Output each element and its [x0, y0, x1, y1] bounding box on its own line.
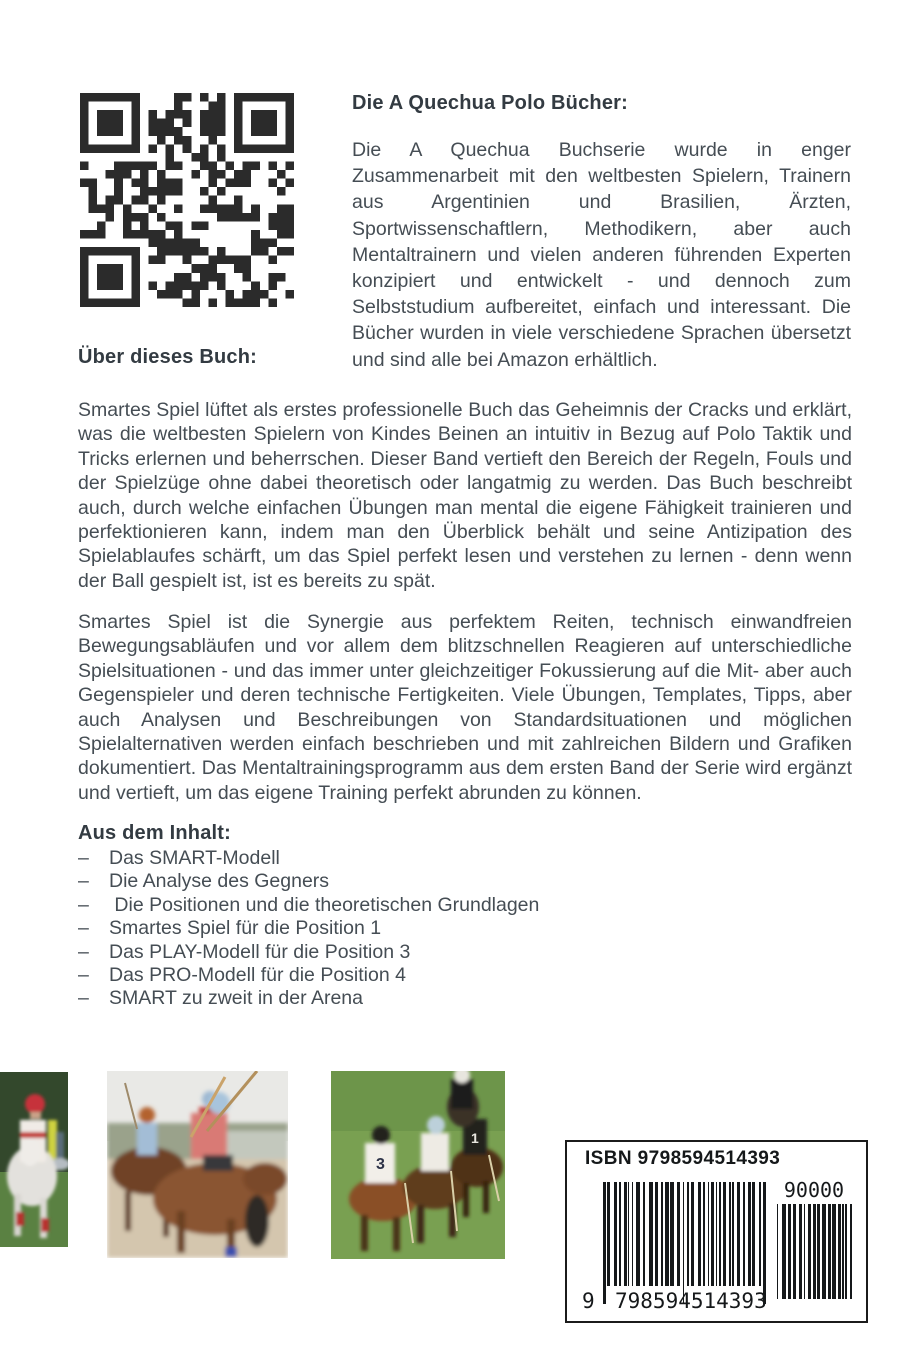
dash-marker: – [78, 870, 89, 893]
list-item [78, 964, 728, 987]
dash-marker: – [78, 987, 89, 1010]
dash-marker: – [78, 917, 89, 940]
series-paragraph: Die A Quechua Buchserie wurde in enger Zusammenarbeit mit den weltbesten Spielern, Trainern aus Argentinien und Brasilien, Ärzten, Sportwissenschaftlern, Methodikern, aber auch Mentaltrainern und vielen anderen führenden Experten konzipiert und entwickelt - und dennoch zum Selbststudium aufbereitet, einfach und interessant. Die Bücher wurden in viele verschiedene Sprachen übersetzt und sind alle bei Amazon erhältlich. [352, 139, 851, 371]
polo-photo-grass-four-riders [331, 1071, 505, 1259]
list-item [78, 917, 728, 940]
list-item-label: Die Analyse des Gegners [109, 870, 330, 893]
dash-marker: – [78, 893, 89, 916]
list-item-label: Das PLAY-Modell für die Position 3 [109, 940, 411, 963]
list-item [78, 941, 728, 964]
list-item-label: Das SMART-Modell [109, 847, 280, 869]
isbn-barcode-box [565, 1140, 868, 1323]
list-item [78, 987, 728, 1010]
polo-photo-grass-white-horse [0, 1072, 68, 1247]
list-item-label: Das PRO-Modell für die Position 4 [109, 964, 406, 987]
ean-digit-group: 798594 [615, 1289, 691, 1313]
supplement-code: 90000 [783, 1178, 845, 1202]
list-item [78, 847, 728, 870]
dash-marker: – [78, 847, 89, 869]
supplement-barcode [777, 1204, 852, 1299]
ean-digit-group: 514393 [690, 1289, 767, 1313]
about-heading: Über dieses Buch: [78, 346, 258, 368]
about-paragraph-2: Smartes Spiel ist die Synergie aus perfektem Reiten, technisch einwandfreien Bewegungsabläufen und vor allem dem blitzschnellen Reagieren auf unterschiedliche Spielsituationen - und das immer unter gleichzeitiger Fokussierung auf die Mit- aber auch Gegenspieler und deren technische Fertigkeiten. Viele Übungen, Templates, Tipps, aber auch Analysen und Beschreibungen von Standardsituationen und möglichen Spielalternativen werden einfach beschrieben und mit zahlreichen Bildern und Grafiken dokumentiert. Das Mentaltrainingsprogramm aus dem ersten Band der Serie wird ergänzt und vertieft, um das eigene Training perfekt abrunden zu können. [78, 611, 852, 804]
list-item-label: SMART zu zweit in der Arena [109, 987, 363, 1010]
series-heading: Die A Quechua Polo Bücher: [352, 92, 628, 114]
list-item [78, 870, 728, 893]
dash-marker: – [78, 964, 89, 987]
list-item-label: Smartes Spiel für die Position 1 [109, 917, 382, 940]
qr-code-image [80, 93, 294, 307]
list-item-label: Die Positionen und die theoretischen Grundlagen [109, 893, 540, 916]
polo-photo-arena-sand [107, 1071, 288, 1258]
contents-heading: Aus dem Inhalt: [78, 822, 232, 844]
svg-text:1: 1 [471, 1130, 479, 1146]
contents-list [78, 847, 728, 1011]
dash-marker: – [78, 940, 89, 963]
isbn-label: ISBN 9798594514393 [585, 1148, 781, 1169]
svg-text:3: 3 [376, 1156, 385, 1173]
ean-digit-lead: 9 [582, 1289, 595, 1313]
about-paragraph-1: Smartes Spiel lüftet als erstes professionelle Buch das Geheimnis der Cracks und erklärt, was die weltbesten Spielern von Kindes Beinen an intuitiv in Bezug auf Polo Taktik und Tricks erlernen und beherrschen. Dieser Band vertieft den Bereich der Regeln, Fouls und der Spielzüge ohne dabei theoretisch oder langatmig zu werden. Das Buch beschreibt auch, durch welche einfachen Übungen man mental die eigene Fähigkeit trainieren und perfektionieren kann, indem man den Überblick behält und seine Antizipation des Spielablaufes schärft, um das Spiel perfekt lesen und verstehen zu lernen - denn wenn der Ball gespielt ist, ist es bereits zu spät. [78, 399, 852, 592]
list-item [78, 894, 728, 917]
ean-digits [615, 1289, 765, 1313]
